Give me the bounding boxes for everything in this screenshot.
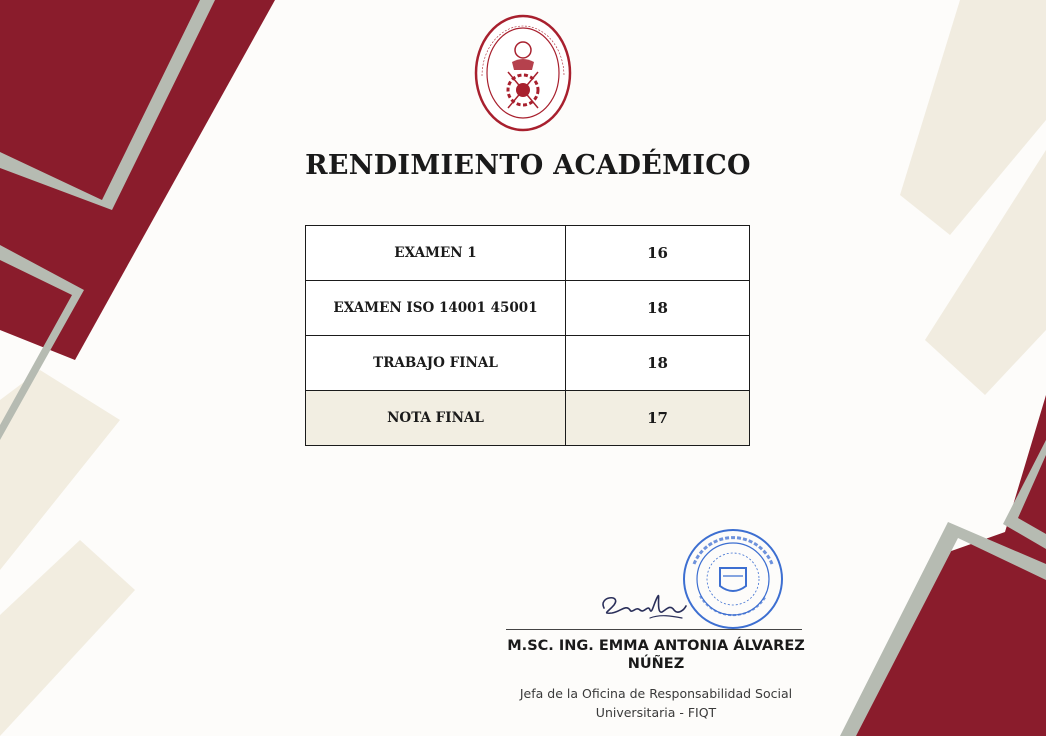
grade-value: 18	[566, 336, 750, 391]
table-row	[306, 336, 750, 391]
grade-label: TRABAJO FINAL	[306, 336, 566, 391]
handwritten-signature-icon	[596, 588, 688, 624]
signer-name-line: M.SC. ING. EMMA ANTONIA ÁLVAREZ	[507, 638, 805, 654]
signer-position-line: Jefa de la Oficina de Responsabilidad Social	[519, 686, 793, 701]
grades-table	[305, 225, 750, 446]
grade-value: 18	[566, 281, 750, 336]
university-seal-icon	[472, 12, 574, 134]
final-grade-label: NOTA FINAL	[306, 391, 566, 446]
final-grade-value: 17	[566, 391, 750, 446]
signature-line	[506, 629, 802, 630]
table-row	[306, 226, 750, 281]
page-title: RENDIMIENTO ACADÉMICO	[305, 150, 751, 181]
official-stamp-icon	[680, 526, 786, 632]
signer-name	[498, 637, 814, 673]
final-grade-row	[306, 391, 750, 446]
grade-label: EXAMEN 1	[306, 226, 566, 281]
grade-label: EXAMEN ISO 14001 45001	[306, 281, 566, 336]
signer-position-line: Universitaria - FIQT	[595, 705, 717, 720]
grade-value: 16	[566, 226, 750, 281]
signer-position	[498, 684, 814, 722]
table-row	[306, 281, 750, 336]
signer-name-line: NÚÑEZ	[627, 656, 685, 672]
